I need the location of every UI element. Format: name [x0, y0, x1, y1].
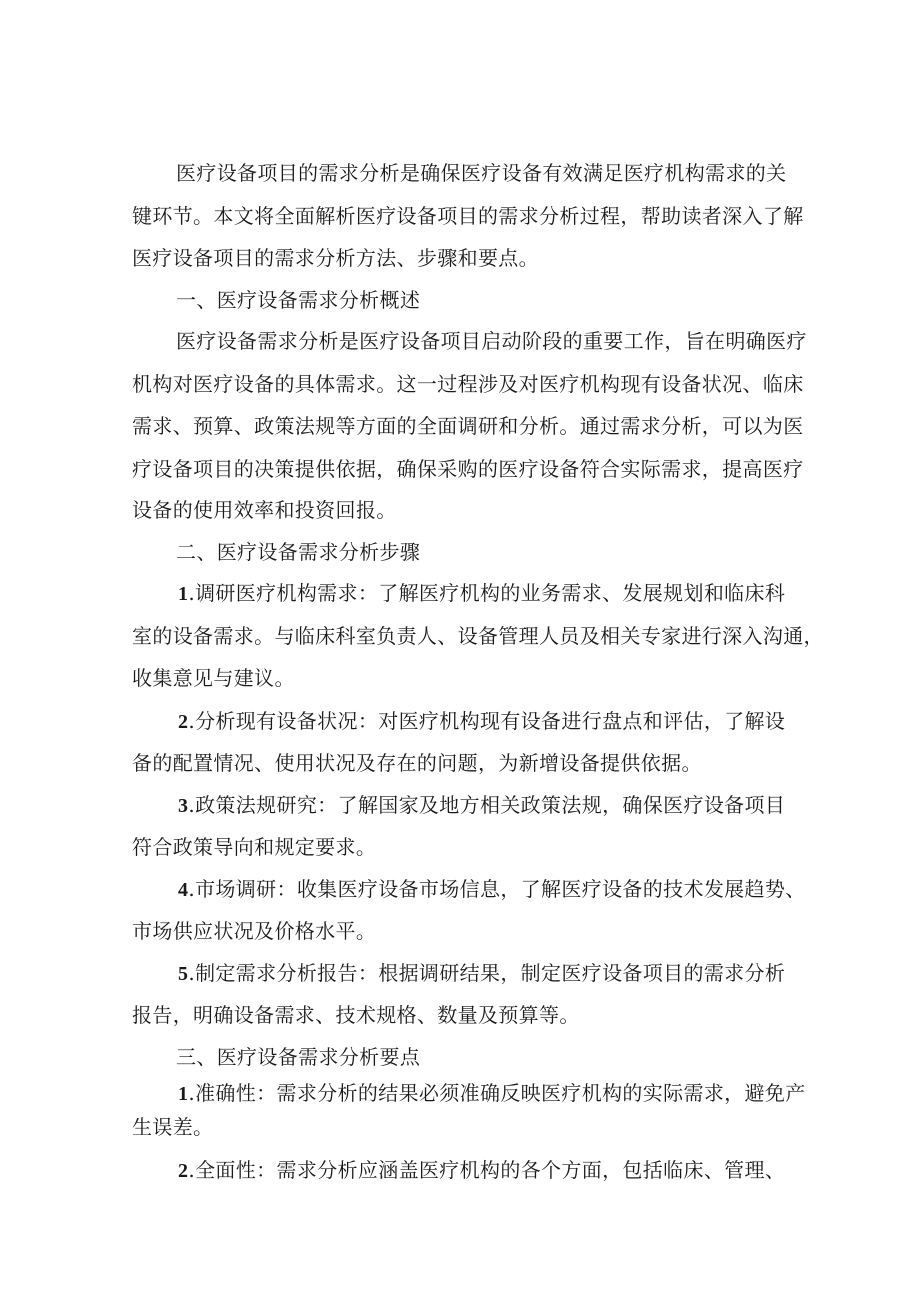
step-line: 收集意见与建议。: [132, 666, 295, 690]
step-text: .政策法规研究：了解国家及地方相关政策法规，确保医疗设备项目: [188, 793, 786, 817]
step-number: 4: [178, 879, 189, 901]
step-number: 1: [178, 583, 189, 605]
step-line: [178, 790, 785, 821]
section-heading-keypoints: 三、医疗设备需求分析要点: [176, 1045, 421, 1069]
step-line: [178, 578, 785, 609]
step-number: 5: [178, 963, 189, 985]
intro-line: 医疗设备项目的需求分析是确保医疗设备有效满足医疗机构需求的关: [176, 161, 787, 185]
step-line: [178, 874, 806, 905]
step-line: [178, 958, 785, 989]
step-line: 市场供应状况及价格水平。: [132, 919, 377, 943]
step-text: .调研医疗机构需求：了解医疗机构的业务需求、发展规划和临床科: [188, 581, 786, 605]
overview-line: 疗设备项目的决策提供依据，确保采购的医疗设备符合实际需求，提高医疗: [132, 457, 804, 481]
step-text: .市场调研：收集医疗设备市场信息，了解医疗设备的技术发展趋势、: [188, 877, 806, 901]
overview-line: 机构对医疗设备的具体需求。这一过程涉及对医疗机构现有设备状况、临床: [132, 372, 804, 396]
intro-line: 键环节。本文将全面解析医疗设备项目的需求分析过程，帮助读者深入了解: [132, 204, 804, 228]
keypoint-text: .准确性：需求分析的结果必须准确反映医疗机构的实际需求，避免产: [188, 1081, 806, 1105]
overview-line: 设备的使用效率和投资回报。: [132, 498, 397, 522]
keypoint-line: [178, 1155, 785, 1186]
intro-line: 医疗设备项目的需求分析方法、步骤和要点。: [132, 246, 539, 270]
step-text: .制定需求分析报告：根据调研结果，制定医疗设备项目的需求分析: [188, 961, 786, 985]
keypoint-line: 生误差。: [132, 1115, 214, 1139]
overview-line: 需求、预算、政策法规等方面的全面调研和分析。通过需求分析，可以为医: [132, 414, 804, 438]
step-line: [178, 706, 785, 737]
keypoint-line: [178, 1078, 806, 1109]
step-number: 3: [178, 795, 189, 817]
keypoint-number: 1: [178, 1083, 189, 1105]
step-line: 备的配置情况、使用状况及存在的问题，为新增设备提供依据。: [132, 751, 702, 775]
keypoint-text: .全面性：需求分析应涵盖医疗机构的各个方面，包括临床、管理、: [188, 1158, 786, 1182]
step-text: .分析现有设备状况：对医疗机构现有设备进行盘点和评估，了解设: [188, 709, 786, 733]
keypoint-number: 2: [178, 1160, 189, 1182]
overview-line: 医疗设备需求分析是医疗设备项目启动阶段的重要工作，旨在明确医疗: [176, 329, 807, 353]
step-line: 室的设备需求。与临床科室负责人、设备管理人员及相关专家进行深入沟通，: [132, 624, 824, 648]
section-heading-steps: 二、医疗设备需求分析步骤: [176, 540, 421, 564]
step-line: 符合政策导向和规定要求。: [132, 835, 377, 859]
step-number: 2: [178, 711, 189, 733]
section-heading-overview: 一、医疗设备需求分析概述: [176, 288, 421, 312]
step-line: 报告，明确设备需求、技术规格、数量及预算等。: [132, 1003, 580, 1027]
